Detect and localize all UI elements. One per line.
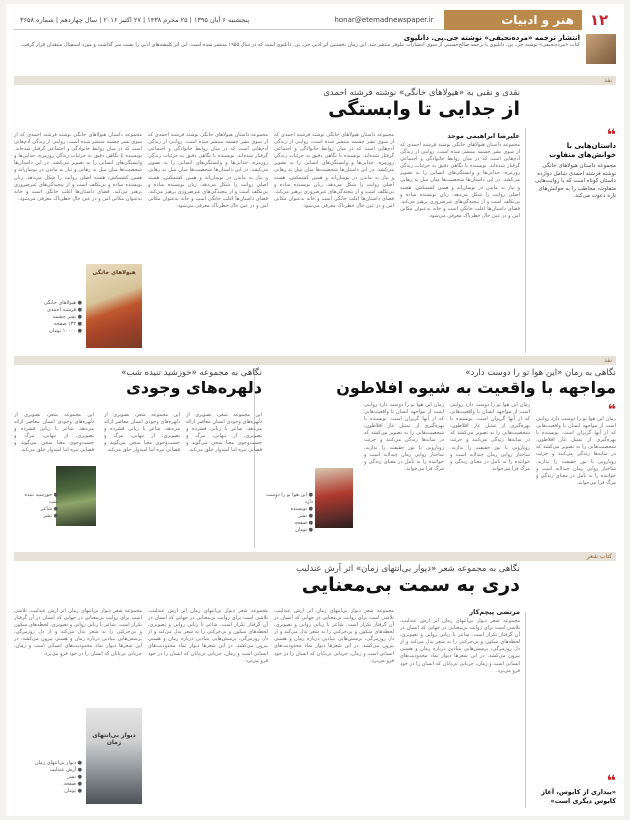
section-divider — [14, 552, 616, 561]
section-title: هنر و ادبیات — [444, 10, 582, 30]
quote-icon: ❝ — [606, 771, 616, 790]
column-divider — [525, 128, 526, 353]
book-info-box — [20, 260, 146, 354]
article-kicker: نگاهی به رمان «این هوا تو را دوست دارد» — [465, 368, 616, 378]
site-email[interactable]: honar@etemadnewspaper.ir — [324, 10, 444, 30]
book-specs: ● خورشید تنیده شب ● شاعر ● نشر — [24, 492, 58, 519]
text-column-1: این مجموعه شعر، تصویری از دلهره‌های وجودی انسان معاصر ارائه می‌دهد. شاعر با زبانی فشرده و تصویری، از تنهایی، مرگ و جست‌وجوی معنا سخن می‌گوید و فضایی تیره اما امیدوار خلق می‌کند. — [186, 412, 262, 454]
article-kicker: نقدی و نقبی به «هیولاهای خانگی» نوشته فرشته احمدی — [323, 88, 520, 98]
column-divider — [525, 612, 526, 808]
quote-icon: ❝ — [606, 125, 616, 144]
article-2 — [14, 368, 616, 548]
side-quote-box — [530, 771, 616, 806]
date-line: پنجشنبه ۶ آبان ۱۳۹۵ | ۲۵ محرم ۱۴۳۸ | ۲۷ اکتبر ۲۰۱۶ | سال چهاردهم | شماره ۳۶۵۸ — [14, 10, 324, 30]
page-header — [14, 10, 616, 30]
page-number: ۱۲ — [582, 10, 616, 30]
text-column-3: این مجموعه شعر، تصویری از دلهره‌های وجودی انسان معاصر ارائه می‌دهد. شاعر با زبانی فشرده و تصویری، از تنهایی، مرگ و جست‌وجوی معنا سخن می‌گوید و فضایی تیره اما امیدوار خلق می‌کند. — [14, 412, 94, 454]
book-cover[interactable] — [86, 264, 142, 348]
text-column-1: مجموعه داستان هیولاهای خانگی نوشته فرشته احمدی که از سوی نشر چشمه منتشر شده است، روایتی از زندگی آدم‌هایی است که در میان روابط خانوادگی و اجتماعی گرفتار شده‌اند. نویسنده با نگاهی دقیق به جزئیات زندگی روزمره، جدایی‌ها و وابستگی‌های انسانی را به تصویر می‌کشد. در این داستان‌ها شخصیت‌ها میان میل به رهایی و نیاز به ماندن در نوسان‌اند و همین کشمکش، هسته اصلی روایت را شکل می‌دهد. زبان نویسنده ساده و بی‌تکلف است و از پیچیدگی‌های غیرضروری پرهیز می‌کند. فضای داستان‌ها اغلب خانگی است و خانه به‌عنوان مکانی امن و در عین حال خطرناک معرفی می‌شود. — [400, 142, 520, 219]
article-headline[interactable]: دری به سمت بی‌معنایی — [301, 574, 520, 596]
book-specs: ● دیوار بی‌انتهای زمان ● آرش عندلیب ● نشر ● صفحه ● تومان — [34, 760, 82, 794]
cover-title: هیولاهای خانگی — [92, 270, 136, 276]
text-column-1: رمان این هوا تو را دوست دارد روایتی است از مواجهه انسان با واقعیت‌هایی که از آنها گریزان است. نویسنده با بهره‌گیری از تمثیل غار افلاطون، شخصیت‌هایی را به تصویر می‌کشد که در سایه‌ها زندگی می‌کنند و جرئت رویارویی با نور حقیقت را ندارند. ساختار روایی رمان چندلایه است و خواننده را به تأمل در معنای زندگی و مرگ فرا می‌خواند. — [536, 416, 616, 486]
book-cover[interactable] — [86, 708, 142, 804]
article-headline[interactable]: دلهره‌های وجودی — [126, 378, 262, 397]
section-label: نقد — [604, 357, 612, 364]
section-divider — [14, 76, 616, 85]
cover-title: دیوار بی‌انتهای زمان — [92, 732, 136, 746]
text-column-1: مجموعه شعر دیوار بی‌انتهای زمان اثر آرش عندلیب، تلاشی است برای روایت بی‌معنایی در جهانی که انسان در آن گرفتار تکرار است. شاعر با زبانی روایی و تصویری، لحظه‌های سکون و بی‌حرکتی را به شعر بدل می‌کند و از دل روزمرگی، پرسش‌هایی بنیادین درباره زمان و هستی بیرون می‌کشد. در این شعرها دیوار نماد محدودیت‌های انسانی است و زمان، جریانی بی‌پایان که انسان را در خود فرو می‌برد. — [400, 618, 520, 674]
book-cover[interactable] — [315, 468, 353, 528]
book-specs: ● هیولاهای خانگی ● فرشته احمدی ● نشر چشمه ● ۱۳۲ صفحه ● ۱۰۰۰۰ تومان — [43, 300, 82, 334]
news-title[interactable]: انتشار ترجمه «مرده‌نحیفی» نوشته جی.پی. دانلیوی — [403, 34, 580, 42]
quote-icon: ❝ — [607, 402, 616, 418]
article-1 — [14, 88, 616, 358]
article-kicker: نگاهی به مجموعه «خوزشید تنیده شب» — [121, 368, 262, 378]
book-info-box — [14, 466, 100, 544]
text-column-3: رمان این هوا تو را دوست دارد روایتی است از مواجهه انسان با واقعیت‌هایی که از آنها گریزان است. نویسنده با بهره‌گیری از تمثیل غار افلاطون، شخصیت‌هایی را به تصویر می‌کشد که در سایه‌ها زندگی می‌کنند و جرئت رویارویی با نور حقیقت را ندارند. ساختار روایی رمان چندلایه است و خواننده را به تأمل در معنای زندگی و مرگ فرا می‌خواند. — [364, 402, 444, 472]
text-column-2: مجموعه شعر دیوار بی‌انتهای زمان اثر آرش عندلیب، تلاشی است برای روایت بی‌معنایی در جهانی که انسان در آن گرفتار تکرار است. شاعر با زبانی روایی و تصویری، لحظه‌های سکون و بی‌حرکتی را به شعر بدل می‌کند و از دل روزمرگی، پرسش‌هایی بنیادین درباره زمان و هستی بیرون می‌کشد. در این شعرها دیوار نماد محدودیت‌های انسانی است و زمان، جریانی بی‌پایان که انسان را در خود فرو می‌برد. — [274, 608, 394, 664]
book-info-box — [261, 468, 357, 544]
side-quote: «بیداری از کابوس، آغاز کابوس دیگری است» — [541, 788, 616, 805]
section-label: نقد — [604, 77, 612, 84]
book-cover[interactable] — [56, 466, 96, 526]
byline: مرتضی پیچم‌‌کار — [469, 608, 520, 616]
text-column-3: مجموعه داستان هیولاهای خانگی نوشته فرشته احمدی که از سوی نشر چشمه منتشر شده است، روایتی از زندگی آدم‌هایی است که در میان روابط خانوادگی و اجتماعی گرفتار شده‌اند. نویسنده با نگاهی دقیق به جزئیات زندگی روزمره، جدایی‌ها و وابستگی‌های انسانی را به تصویر می‌کشد. در این داستان‌ها شخصیت‌ها میان میل به رهایی و نیاز به ماندن در نوسان‌اند و همین کشمکش، هسته اصلی روایت را شکل می‌دهد. زبان نویسنده ساده و بی‌تکلف است و از پیچیدگی‌های غیرضروری پرهیز می‌کند. فضای داستان‌ها اغلب خانگی است و خانه به‌عنوان مکانی امن و در عین حال خطرناک معرفی می‌شود. — [148, 132, 268, 209]
text-column-4: مجموعه شعر دیوار بی‌انتهای زمان اثر آرش عندلیب، تلاشی است برای روایت بی‌معنایی در جهانی که انسان در آن گرفتار تکرار است. شاعر با زبانی روایی و تصویری، لحظه‌های سکون و بی‌حرکتی را به شعر بدل می‌کند و از دل روزمرگی، پرسش‌هایی بنیادین درباره زمان و هستی بیرون می‌کشد. در این شعرها دیوار نماد محدودیت‌های انسانی است و زمان، جریانی بی‌پایان که انسان را در خود فرو می‌برد. — [14, 608, 142, 657]
side-quote: داستان‌هایی با خوانش‌های متفاوت — [549, 142, 616, 159]
article-3 — [14, 564, 616, 812]
news-brief — [10, 34, 616, 72]
article-2-right — [261, 368, 616, 548]
article-2-left — [14, 368, 262, 548]
text-column-4: مجموعه داستان هیولاهای خانگی نوشته فرشته احمدی که از سوی نشر چشمه منتشر شده است، روایتی از زندگی آدم‌هایی است که در میان روابط خانوادگی و اجتماعی گرفتار شده‌اند. نویسنده با نگاهی دقیق به جزئیات زندگی روزمره، جدایی‌ها و وابستگی‌های انسانی را به تصویر می‌کشد. در این داستان‌ها شخصیت‌ها میان میل به رهایی و نیاز به ماندن در نوسان‌اند و همین کشمکش، هسته اصلی روایت را شکل می‌دهد. زبان نویسنده ساده و بی‌تکلف است و از پیچیدگی‌های غیرضروری پرهیز می‌کند. فضای داستان‌ها اغلب خانگی است و خانه به‌عنوان مکانی امن و در عین حال خطرناک معرفی می‌شود. — [14, 132, 142, 202]
side-blurb: مجموعه داستان هیولاهای خانگی نوشته فرشته احمدی شامل دوازده داستان کوتاه است که با روایت‌هایی متفاوت، مخاطب را به خوانش‌های تازه دعوت می‌کند. — [534, 163, 616, 199]
news-image — [586, 34, 616, 64]
text-column-2: این مجموعه شعر، تصویری از دلهره‌های وجودی انسان معاصر ارائه می‌دهد. شاعر با زبانی فشرده و تصویری، از تنهایی، مرگ و جست‌وجوی معنا سخن می‌گوید و فضایی تیره اما امیدوار خلق می‌کند. — [104, 412, 180, 454]
byline: علیرضا ابراهیمی موحد — [447, 132, 520, 140]
article-headline[interactable]: از جدایی تا وابستگی — [328, 98, 520, 120]
book-specs: ● این هوا تو را دوست دارد ● نویسنده ● نشر ● صفحه ● تومان — [265, 492, 313, 533]
book-info-box — [20, 704, 146, 808]
text-column-3: مجموعه شعر دیوار بی‌انتهای زمان اثر آرش عندلیب، تلاشی است برای روایت بی‌معنایی در جهانی که انسان در آن گرفتار تکرار است. شاعر با زبانی روایی و تصویری، لحظه‌های سکون و بی‌حرکتی را به شعر بدل می‌کند و از دل روزمرگی، پرسش‌هایی بنیادین درباره زمان و هستی بیرون می‌کشد. در این شعرها دیوار نماد محدودیت‌های انسانی است و زمان، جریانی بی‌پایان که انسان را در خود فرو می‌برد. — [148, 608, 268, 664]
side-quote-box — [530, 125, 616, 201]
section-divider — [14, 356, 616, 365]
article-kicker: نگاهی به مجموعه شعر «دیوار بی‌انتهای زمان» اثر آرش عندلیب — [295, 564, 520, 574]
news-text: کتاب «مرده‌نحیفی» نوشته جی. پی. دانلیوی با ترجمه صالح‌حسینی از سوی انتشارات نیلوفر منتشر شد. این رمان نخستین اثر ادبی جی. پی. دانلیوی است که در سال ۱۹۵۵ منتشر شده است. این اثر کلیشه‌های ادبی را پشت سر گذاشت و مورد استقبال منتقدان قرار گرفت. — [20, 42, 580, 48]
article-headline[interactable]: مواجهه با واقعیت به شیوه افلاطون — [336, 378, 616, 397]
text-column-2: مجموعه داستان هیولاهای خانگی نوشته فرشته احمدی که از سوی نشر چشمه منتشر شده است، روایتی از زندگی آدم‌هایی است که در میان روابط خانوادگی و اجتماعی گرفتار شده‌اند. نویسنده با نگاهی دقیق به جزئیات زندگی روزمره، جدایی‌ها و وابستگی‌های انسانی را به تصویر می‌کشد. در این داستان‌ها شخصیت‌ها میان میل به رهایی و نیاز به ماندن در نوسان‌اند و همین کشمکش، هسته اصلی روایت را شکل می‌دهد. زبان نویسنده ساده و بی‌تکلف است و از پیچیدگی‌های غیرضروری پرهیز می‌کند. فضای داستان‌ها اغلب خانگی است و خانه به‌عنوان مکانی امن و در عین حال خطرناک معرفی می‌شود. — [274, 132, 394, 209]
section-label: کتاب شعر — [586, 553, 612, 560]
newspaper-page — [6, 4, 624, 816]
text-column-2: رمان این هوا تو را دوست دارد روایتی است از مواجهه انسان با واقعیت‌هایی که از آنها گریزان است. نویسنده با بهره‌گیری از تمثیل غار افلاطون، شخصیت‌هایی را به تصویر می‌کشد که در سایه‌ها زندگی می‌کنند و جرئت رویارویی با نور حقیقت را ندارند. ساختار روایی رمان چندلایه است و خواننده را به تأمل در معنای زندگی و مرگ فرا می‌خواند. — [450, 402, 530, 472]
